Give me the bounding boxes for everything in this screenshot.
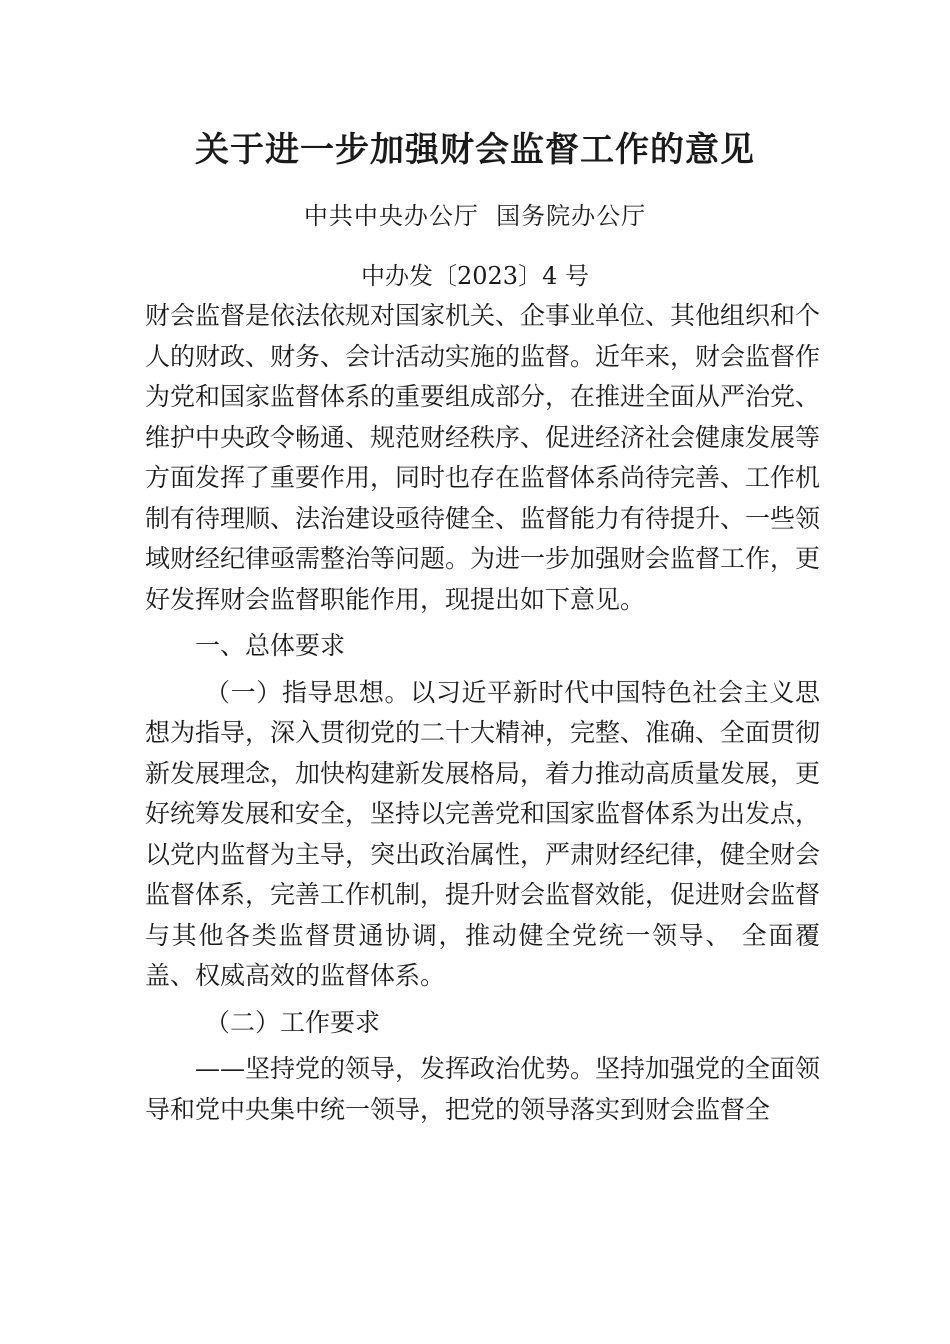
section-heading-work-requirements: （二）工作要求 — [205, 1007, 381, 1037]
section-heading-general-requirements: 一、总体要求 — [195, 631, 346, 660]
intro-paragraph: 财会监督是依法依规对国家机关、企事业单位、其他组织和个人的财政、财务、会计活动实施的监督。近年来，财会监督作为党和国家监督体系的重要组成部分，在推进全面从严治党、维护中央政令畅通、规范财经秩序、促进经济社会健康发展等方面发挥了重要作用，同时也存在监督体系尚待完善、工作机制有待理顺、法治建设亟待健全、监督能力有待提升、一些领域财经纪律亟需整治等问题。为进一步加强财会监督工作，更好发挥财会监督职能作用，现提出如下意见。 — [145, 301, 821, 614]
document-title: 关于进一步加强财会监督工作的意见 — [195, 130, 755, 170]
document-number: 中办发〔2023〕4 号 — [361, 262, 589, 290]
guiding-ideology-paragraph: （一）指导思想。以习近平新时代中国特色社会主义思想为指导，深入贯彻党的二十大精神，完整、准确、全面贯彻新发展理念，加快构建新发展格局，着力推动高质量发展，更好统筹发展和安全，坚持以完善党和国家监督体系为出发点，以党内监督为主导，突出政治属性，严肃财经纪律，健全财会监督体系，完善工作机制，提升财会监督效能，促进财会监督与其他各类监督贯通协调，推动健全党统一领导、 全面覆盖、权威高效的监督体系。 — [145, 677, 821, 990]
document-body — [145, 296, 820, 1130]
requirement-paragraph: ——坚持党的领导，发挥政治优势。坚持加强党的全面领导和党中央集中统一领导，把党的领导落实到财会监督全 — [145, 1054, 821, 1124]
issuing-authority: 中共中央办公厅 国务院办公厅 — [303, 202, 647, 230]
